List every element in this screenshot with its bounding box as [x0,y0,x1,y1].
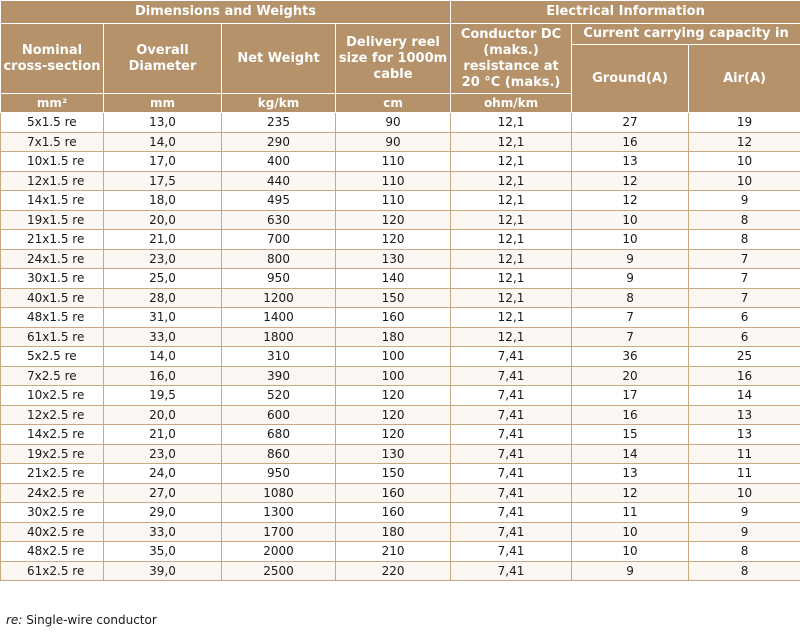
table-cell: 17,0 [104,152,222,172]
table-cell: 40x1.5 re [1,288,104,308]
table-cell: 110 [336,171,451,191]
current-capacity-header: Current carrying capacity in [572,24,800,45]
table-cell: 10 [572,230,689,250]
table-cell: 14 [689,386,800,406]
table-row [1,327,800,347]
table-cell: 13 [689,425,800,445]
table-cell: 13,0 [104,113,222,133]
table-cell: 30x2.5 re [1,503,104,523]
table-row [1,483,800,503]
table-cell: 8 [689,542,800,562]
table-cell: 61x1.5 re [1,327,104,347]
table-cell: 12,1 [451,210,572,230]
table-row [1,269,800,289]
table-cell: 25 [689,347,800,367]
table-cell: 7 [689,269,800,289]
table-cell: 160 [336,503,451,523]
table-row [1,347,800,367]
table-cell: 1800 [222,327,336,347]
table-cell: 10 [689,171,800,191]
table-cell: 20 [572,366,689,386]
table-row [1,503,800,523]
table-cell: 5x1.5 re [1,113,104,133]
table-cell: 100 [336,347,451,367]
table-cell: 130 [336,249,451,269]
table-cell: 180 [336,522,451,542]
unit-reel: cm [336,94,451,113]
table-cell: 27 [572,113,689,133]
table-row [1,152,800,172]
table-cell: 35,0 [104,542,222,562]
table-cell: 7 [689,288,800,308]
table-cell: 1400 [222,308,336,328]
table-cell: 7x2.5 re [1,366,104,386]
table-cell: 600 [222,405,336,425]
table-row [1,425,800,445]
unit-resistance: ohm/km [451,94,572,113]
table-cell: 16 [572,132,689,152]
table-cell: 5x2.5 re [1,347,104,367]
table-cell: 210 [336,542,451,562]
table-cell: 12,1 [451,171,572,191]
table-cell: 2500 [222,561,336,581]
table-row [1,561,800,581]
table-cell: 7 [572,327,689,347]
table-cell: 10 [689,152,800,172]
table-cell: 390 [222,366,336,386]
table-cell: 12,1 [451,249,572,269]
table-cell: 9 [572,269,689,289]
table-cell: 19 [689,113,800,133]
table-cell: 400 [222,152,336,172]
table-cell: 48x1.5 re [1,308,104,328]
table-cell: 8 [689,210,800,230]
table-cell: 10 [572,210,689,230]
table-cell: 110 [336,152,451,172]
table-cell: 495 [222,191,336,211]
table-cell: 130 [336,444,451,464]
table-cell: 10 [572,542,689,562]
table-cell: 1700 [222,522,336,542]
table-row [1,405,800,425]
table-cell: 11 [689,444,800,464]
table-cell: 12,1 [451,269,572,289]
table-cell: 8 [572,288,689,308]
table-cell: 16 [689,366,800,386]
table-cell: 7,41 [451,522,572,542]
table-cell: 1200 [222,288,336,308]
table-cell: 21x1.5 re [1,230,104,250]
table-cell: 16,0 [104,366,222,386]
table-cell: 6 [689,308,800,328]
table-cell: 14 [572,444,689,464]
table-cell: 31,0 [104,308,222,328]
table-row [1,249,800,269]
table-row [1,113,800,133]
table-cell: 680 [222,425,336,445]
table-cell: 6 [689,327,800,347]
table-cell: 19,5 [104,386,222,406]
table-cell: 7x1.5 re [1,132,104,152]
table-cell: 24x1.5 re [1,249,104,269]
table-cell: 100 [336,366,451,386]
table-cell: 19x1.5 re [1,210,104,230]
table-cell: 23,0 [104,249,222,269]
table-cell: 12,1 [451,113,572,133]
table-cell: 290 [222,132,336,152]
table-cell: 21,0 [104,425,222,445]
table-cell: 160 [336,308,451,328]
table-cell: 7,41 [451,366,572,386]
table-cell: 23,0 [104,444,222,464]
table-row [1,210,800,230]
table-cell: 7,41 [451,561,572,581]
table-cell: 14x1.5 re [1,191,104,211]
table-cell: 14,0 [104,347,222,367]
table-cell: 12,1 [451,308,572,328]
table-cell: 17 [572,386,689,406]
table-cell: 14x2.5 re [1,425,104,445]
air-current-header: Air(A) [689,45,800,113]
table-cell: 7,41 [451,503,572,523]
table-cell: 220 [336,561,451,581]
table-cell: 13 [572,464,689,484]
table-cell: 7,41 [451,347,572,367]
table-cell: 20,0 [104,405,222,425]
table-cell: 12x2.5 re [1,405,104,425]
table-row [1,191,800,211]
table-cell: 12,1 [451,152,572,172]
table-body [1,113,800,581]
footnote-abbr: re: [6,613,23,627]
table-cell: 14,0 [104,132,222,152]
table-cell: 7,41 [451,542,572,562]
table-cell: 21x2.5 re [1,464,104,484]
table-cell: 7,41 [451,386,572,406]
table-cell: 12 [689,132,800,152]
table-cell: 8 [689,230,800,250]
table-cell: 12 [572,483,689,503]
table-cell: 7 [572,308,689,328]
table-cell: 90 [336,113,451,133]
table-cell: 30x1.5 re [1,269,104,289]
table-cell: 310 [222,347,336,367]
table-cell: 25,0 [104,269,222,289]
electrical-info-header: Electrical Information [451,1,800,24]
table-row [1,308,800,328]
table-cell: 19x2.5 re [1,444,104,464]
overall-diameter-header: Overall Diameter [104,24,222,94]
table-cell: 39,0 [104,561,222,581]
table-cell: 160 [336,483,451,503]
table-row [1,366,800,386]
table-cell: 110 [336,191,451,211]
table-cell: 10x2.5 re [1,386,104,406]
table-cell: 120 [336,405,451,425]
table-cell: 1300 [222,503,336,523]
table-cell: 9 [689,191,800,211]
table-cell: 21,0 [104,230,222,250]
table-cell: 235 [222,113,336,133]
conductor-resistance-header: Conductor DC (maks.) resistance at 20 °C (maks.) [451,24,572,94]
table-cell: 180 [336,327,451,347]
table-row [1,444,800,464]
table-cell: 150 [336,288,451,308]
table-cell: 9 [689,503,800,523]
table-cell: 17,5 [104,171,222,191]
table-cell: 950 [222,269,336,289]
table-cell: 61x2.5 re [1,561,104,581]
table-row [1,522,800,542]
table-cell: 7 [689,249,800,269]
table-cell: 10x1.5 re [1,152,104,172]
table-cell: 33,0 [104,522,222,542]
table-cell: 800 [222,249,336,269]
table-cell: 24,0 [104,464,222,484]
table-cell: 18,0 [104,191,222,211]
table-cell: 20,0 [104,210,222,230]
unit-cross-section: mm² [1,94,104,113]
table-cell: 24x2.5 re [1,483,104,503]
table-cell: 10 [572,522,689,542]
table-cell: 140 [336,269,451,289]
table-cell: 12,1 [451,132,572,152]
table-cell: 12 [572,171,689,191]
table-cell: 8 [689,561,800,581]
table-cell: 16 [572,405,689,425]
table-cell: 440 [222,171,336,191]
table-cell: 33,0 [104,327,222,347]
nominal-cross-section-header: Nominal cross-section [1,24,104,94]
dimensions-weights-header: Dimensions and Weights [1,1,451,24]
table-cell: 27,0 [104,483,222,503]
table-cell: 48x2.5 re [1,542,104,562]
table-cell: 120 [336,425,451,445]
table-cell: 29,0 [104,503,222,523]
table-cell: 7,41 [451,444,572,464]
table-row [1,288,800,308]
table-cell: 28,0 [104,288,222,308]
table-row [1,171,800,191]
table-cell: 1080 [222,483,336,503]
table-cell: 9 [689,522,800,542]
table-cell: 10 [689,483,800,503]
table-cell: 7,41 [451,464,572,484]
table-cell: 9 [572,249,689,269]
table-cell: 630 [222,210,336,230]
net-weight-header: Net Weight [222,24,336,94]
table-cell: 90 [336,132,451,152]
table-cell: 120 [336,386,451,406]
table-cell: 13 [689,405,800,425]
table-cell: 12,1 [451,191,572,211]
table-cell: 40x2.5 re [1,522,104,542]
table-cell: 36 [572,347,689,367]
table-cell: 11 [572,503,689,523]
table-cell: 7,41 [451,425,572,445]
table-cell: 15 [572,425,689,445]
table-row [1,132,800,152]
table-cell: 7,41 [451,405,572,425]
table-cell: 520 [222,386,336,406]
table-row [1,464,800,484]
table-cell: 9 [572,561,689,581]
table-cell: 150 [336,464,451,484]
reel-size-header: Delivery reel size for 1000m cable [336,24,451,94]
table-cell: 700 [222,230,336,250]
table-cell: 13 [572,152,689,172]
table-cell: 860 [222,444,336,464]
table-cell: 120 [336,230,451,250]
table-cell: 12,1 [451,288,572,308]
table-cell: 11 [689,464,800,484]
table-cell: 7,41 [451,483,572,503]
table-cell: 120 [336,210,451,230]
table-row [1,542,800,562]
unit-weight: kg/km [222,94,336,113]
unit-diameter: mm [104,94,222,113]
table-row [1,386,800,406]
footnote-text: Single-wire conductor [26,613,157,627]
table-cell: 12 [572,191,689,211]
table-cell: 12,1 [451,230,572,250]
table-cell: 2000 [222,542,336,562]
table-cell: 12,1 [451,327,572,347]
footnote [6,613,157,627]
ground-current-header: Ground(A) [572,45,689,113]
table-cell: 950 [222,464,336,484]
table-cell: 12x1.5 re [1,171,104,191]
table-row [1,230,800,250]
